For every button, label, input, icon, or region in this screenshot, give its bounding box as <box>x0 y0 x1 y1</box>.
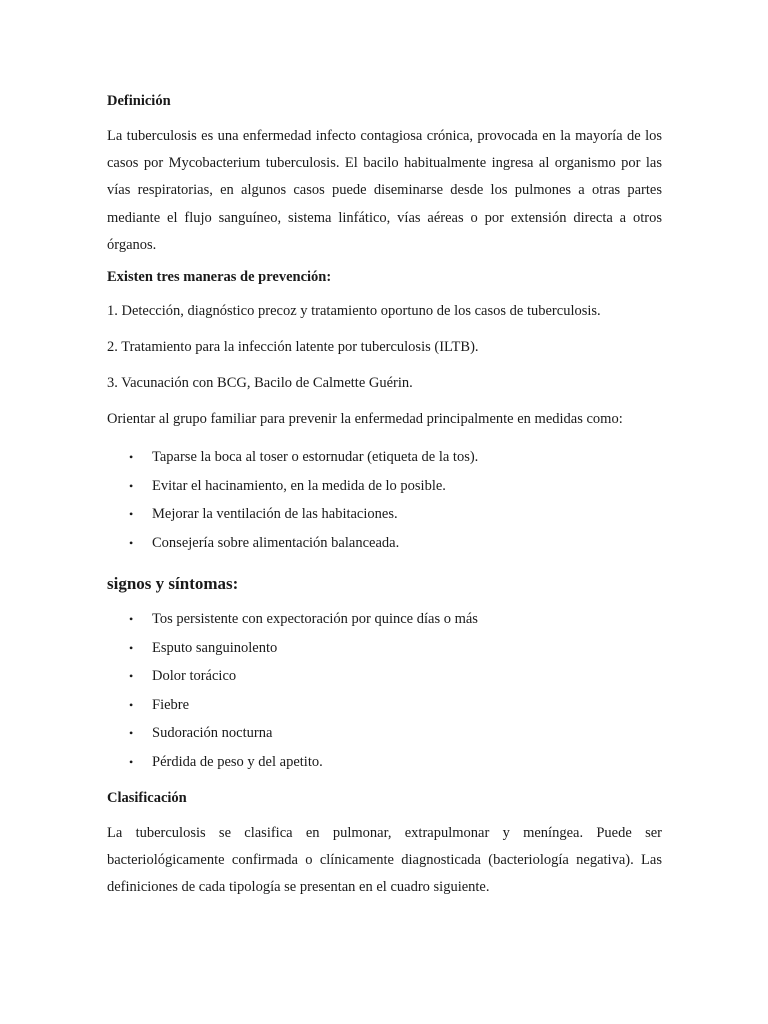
prevencion-item-1: 1. Detección, diagnóstico precoz y tratamiento oportuno de los casos de tuberculosis. <box>107 303 601 320</box>
bullet-icon: • <box>129 612 134 627</box>
bullet-icon: • <box>129 507 134 522</box>
bullet-icon: • <box>129 669 134 684</box>
list-item <box>107 748 662 777</box>
paragraph-definicion: La tuberculosis es una enfermedad infecto contagiosa crónica, provocada en la mayoría de los casos por Mycobacterium tuberculosis. El bacilo habitualmente ingresa al organismo por las vías respiratorias, en algunos casos puede diseminarse desde los pulmones a otras partes mediante el flujo sanguíneo, sistema linfático, vías aéreas o por extensión directa a otros órganos. <box>107 128 662 253</box>
prevencion-item-3: 3. Vacunación con BCG, Bacilo de Calmette Guérin. <box>107 375 413 392</box>
list-item <box>107 691 662 720</box>
sintomas-bullet-list <box>107 605 662 776</box>
list-item-text: Dolor torácico <box>152 668 237 685</box>
bullet-icon: • <box>129 478 134 493</box>
bullet-icon: • <box>129 754 134 769</box>
list-item-text: Fiebre <box>152 696 190 713</box>
bullet-icon: • <box>129 726 134 741</box>
paragraph-clasificacion: La tuberculosis se clasifica en pulmonar, extrapulmonar y meníngea. Puede ser bacteriológicamente confirmada o clínicamente diagnosticada (bacteriología negativa). Las definiciones de cada tipología se presentan en el cuadro siguiente. <box>107 825 662 896</box>
prevencion-intro: Orientar al grupo familiar para prevenir la enfermedad principalmente en medidas como: <box>107 411 623 428</box>
list-item-text: Esputo sanguinolento <box>152 639 278 656</box>
heading-definicion: Definición <box>107 93 171 109</box>
heading-prevencion: Existen tres maneras de prevención: <box>107 269 332 286</box>
list-item-text: Consejería sobre alimentación balanceada. <box>152 534 400 551</box>
bullet-icon: • <box>129 450 134 465</box>
list-item <box>107 472 662 501</box>
list-item <box>107 634 662 663</box>
list-item <box>107 662 662 691</box>
list-item <box>107 605 662 634</box>
heading-clasificacion: Clasificación <box>107 790 187 807</box>
bullet-icon: • <box>129 535 134 550</box>
list-item <box>107 529 662 558</box>
list-item-text: Tos persistente con expectoración por quince días o más <box>152 611 478 628</box>
list-item-text: Sudoración nocturna <box>152 725 273 742</box>
prevencion-item-2: 2. Tratamiento para la infección latente por tuberculosis (ILTB). <box>107 339 479 356</box>
list-item-text: Evitar el hacinamiento, en la medida de lo posible. <box>152 477 446 494</box>
list-item-text: Taparse la boca al toser o estornudar (etiqueta de la tos). <box>152 449 479 466</box>
bullet-icon: • <box>129 640 134 655</box>
list-item <box>107 443 662 472</box>
list-item <box>107 719 662 748</box>
document-content <box>107 89 662 908</box>
list-item-text: Pérdida de peso y del apetito. <box>152 753 323 770</box>
bullet-icon: • <box>129 697 134 712</box>
list-item-text: Mejorar la ventilación de las habitaciones. <box>152 506 398 523</box>
list-item <box>107 500 662 529</box>
heading-sintomas: signos y síntomas: <box>107 574 239 594</box>
prevencion-bullet-list <box>107 443 662 557</box>
